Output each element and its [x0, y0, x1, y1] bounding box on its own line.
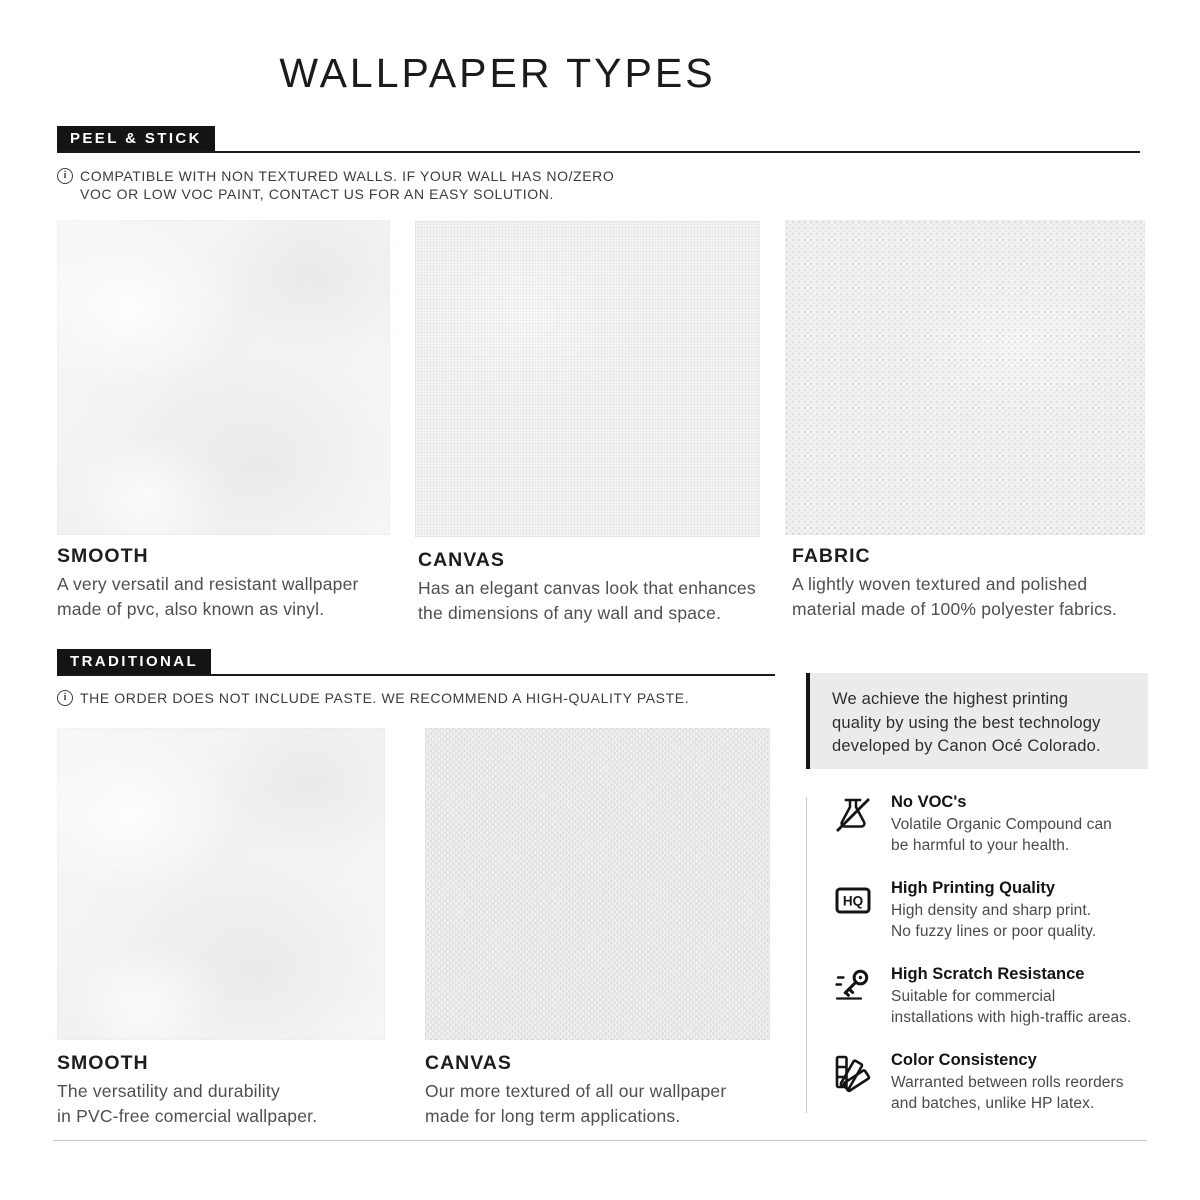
swatch-name-canvas-traditional: CANVAS — [425, 1052, 512, 1074]
section-badge-peel-stick: PEEL & STICK — [57, 126, 215, 151]
swatch-image-canvas-traditional — [425, 728, 770, 1040]
feature-title: High Printing Quality — [891, 879, 1056, 897]
traditional-note — [57, 689, 689, 707]
traditional-section-rule — [57, 674, 775, 676]
svg-text:HQ: HQ — [842, 893, 864, 909]
no-voc-flask-icon — [831, 793, 875, 837]
printing-quality-callout: We achieve the highest printing quality by using the best technology developed by Canon Océ Colorado. — [806, 673, 1148, 769]
swatch-desc-fabric: A lightly woven textured and polished material made of 100% polyester fabrics. — [792, 574, 1118, 619]
color-swatches-icon — [831, 1051, 875, 1095]
swatch-name-fabric: FABRIC — [792, 545, 871, 567]
feature-desc: Volatile Organic Compound can be harmful to your health. — [891, 816, 1112, 854]
feature-text — [891, 1051, 1124, 1114]
scratch-resistant-key-icon — [831, 965, 875, 1009]
traditional-note-text: THE ORDER DOES NOT INCLUDE PASTE. WE RECOMMEND A HIGH-QUALITY PASTE. — [80, 690, 690, 706]
section-badge-traditional: TRADITIONAL — [57, 649, 211, 674]
info-icon: i — [57, 168, 73, 184]
swatch-image-smooth-peel-stick — [57, 220, 390, 535]
feature-high-scratch-resistance — [831, 965, 1131, 1028]
swatch-desc-smooth: A very versatil and resistant wallpaper made of pvc, also known as vinyl. — [57, 574, 359, 619]
swatch-image-fabric-peel-stick — [785, 220, 1145, 535]
swatch-desc-canvas: Has an elegant canvas look that enhances the dimensions of any wall and space. — [418, 578, 756, 623]
feature-text — [891, 965, 1131, 1028]
peel-stick-section-rule — [57, 151, 1140, 153]
peel-stick-note-text: COMPATIBLE WITH NON TEXTURED WALLS. IF YOUR WALL HAS NO/ZERO VOC OR LOW VOC PAINT, CONTACT US FOR AN EASY SOLUTION. — [80, 168, 615, 202]
swatch-image-canvas-peel-stick — [415, 221, 760, 537]
feature-text — [891, 879, 1096, 942]
swatch-name-smooth: SMOOTH — [57, 545, 149, 567]
swatch-image-smooth-traditional — [57, 728, 385, 1040]
feature-text — [891, 793, 1112, 856]
features-vertical-divider — [806, 797, 807, 1113]
swatch-desc-smooth-traditional: The versatility and durability in PVC-free comercial wallpaper. — [57, 1081, 318, 1126]
feature-title: Color Consistency — [891, 1051, 1037, 1069]
page-title: WALLPAPER TYPES — [279, 50, 716, 96]
bottom-divider — [53, 1140, 1147, 1141]
feature-desc: Suitable for commercial installations with high-traffic areas. — [891, 988, 1132, 1026]
swatch-name-smooth-traditional: SMOOTH — [57, 1052, 149, 1074]
info-icon: i — [57, 690, 73, 706]
feature-high-printing-quality — [831, 879, 1096, 942]
feature-no-voc — [831, 793, 1112, 856]
swatch-name-canvas: CANVAS — [418, 549, 505, 571]
swatch-desc-canvas-traditional: Our more textured of all our wallpaper made for long term applications. — [425, 1081, 727, 1126]
peel-stick-note — [57, 167, 614, 203]
feature-title: High Scratch Resistance — [891, 965, 1085, 983]
feature-desc: Warranted between rolls reorders and batches, unlike HP latex. — [891, 1074, 1124, 1112]
feature-color-consistency — [831, 1051, 1124, 1114]
feature-title: No VOC's — [891, 793, 967, 811]
hq-badge-icon — [831, 879, 875, 923]
feature-desc: High density and sharp print. No fuzzy lines or poor quality. — [891, 902, 1097, 940]
